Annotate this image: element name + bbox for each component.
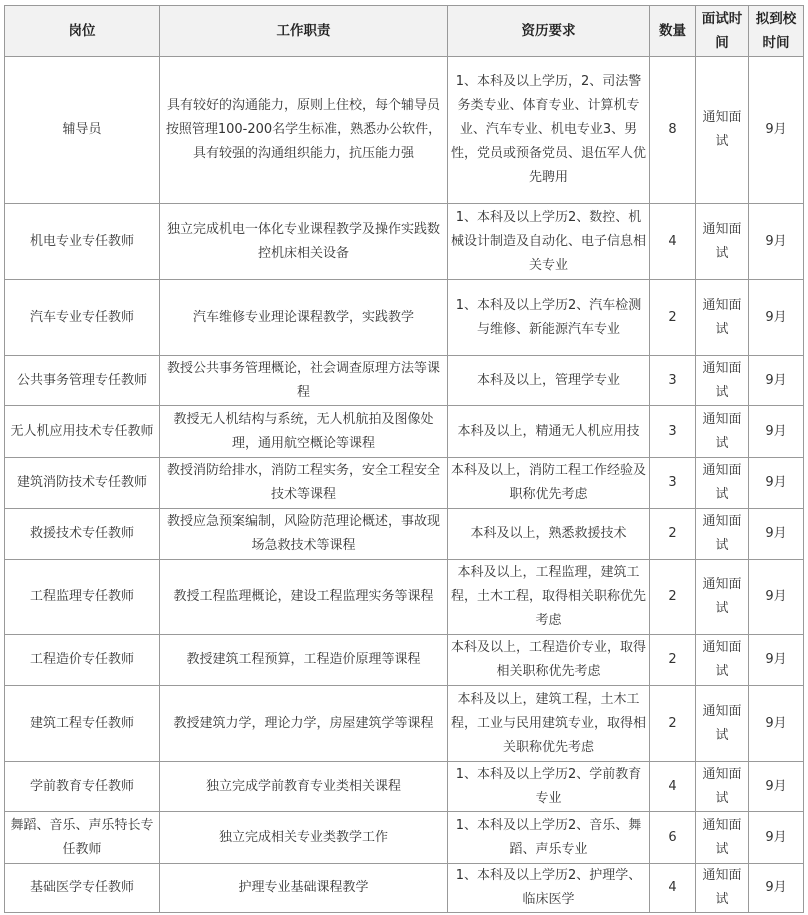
position-cell: 机电专业专任教师 <box>5 204 160 280</box>
interview-cell: 通知面试 <box>696 280 749 356</box>
duty-cell: 教授无人机结构与系统，无人机航拍及图像处理，通用航空概论等课程 <box>160 406 448 458</box>
header-requirement: 资历要求 <box>448 6 650 57</box>
requirement-cell: 本科及以上，消防工程工作经验及职称优先考虑 <box>448 458 650 509</box>
duty-cell: 教授应急预案编制，风险防范理论概述，事故现场急救技术等课程 <box>160 509 448 560</box>
position-cell: 工程监理专任教师 <box>5 560 160 635</box>
position-cell: 建筑消防技术专任教师 <box>5 458 160 509</box>
interview-cell: 通知面试 <box>696 686 749 762</box>
duty-cell: 独立完成机电一体化专业课程教学及操作实践数控机床相关设备 <box>160 204 448 280</box>
position-cell: 辅导员 <box>5 57 160 204</box>
table-row <box>5 280 804 356</box>
requirement-cell: 1、本科及以上学历2、汽车检测与维修、新能源汽车专业 <box>448 280 650 356</box>
duty-cell: 具有较好的沟通能力，原则上住校，每个辅导员按照管理100-200名学生标准，熟悉办公软件，具有较强的沟通组织能力，抗压能力强 <box>160 57 448 204</box>
table-row <box>5 406 804 458</box>
duty-cell: 教授建筑工程预算，工程造价原理等课程 <box>160 635 448 686</box>
duty-cell: 教授工程监理概论，建设工程监理实务等课程 <box>160 560 448 635</box>
interview-cell: 通知面试 <box>696 560 749 635</box>
interview-cell: 通知面试 <box>696 509 749 560</box>
requirement-cell: 本科及以上，工程造价专业，取得相关职称优先考虑 <box>448 635 650 686</box>
interview-cell: 通知面试 <box>696 812 749 864</box>
count-cell: 4 <box>650 762 696 812</box>
arrival-cell: 9月 <box>749 57 804 204</box>
count-cell: 2 <box>650 686 696 762</box>
requirement-cell: 1、本科及以上学历2、数控、机械设计制造及自动化、电子信息相关专业 <box>448 204 650 280</box>
count-cell: 2 <box>650 509 696 560</box>
interview-cell: 通知面试 <box>696 458 749 509</box>
duty-cell: 独立完成学前教育专业类相关课程 <box>160 762 448 812</box>
arrival-cell: 9月 <box>749 864 804 913</box>
count-cell: 3 <box>650 458 696 509</box>
interview-cell: 通知面试 <box>696 204 749 280</box>
interview-cell: 通知面试 <box>696 635 749 686</box>
table-row <box>5 509 804 560</box>
arrival-cell: 9月 <box>749 204 804 280</box>
arrival-cell: 9月 <box>749 560 804 635</box>
duty-cell: 护理专业基础课程教学 <box>160 864 448 913</box>
interview-cell: 通知面试 <box>696 864 749 913</box>
header-arrival: 拟到校时间 <box>749 6 804 57</box>
position-cell: 汽车专业专任教师 <box>5 280 160 356</box>
count-cell: 2 <box>650 635 696 686</box>
duty-cell: 教授建筑力学，理论力学，房屋建筑学等课程 <box>160 686 448 762</box>
arrival-cell: 9月 <box>749 762 804 812</box>
position-cell: 工程造价专任教师 <box>5 635 160 686</box>
arrival-cell: 9月 <box>749 356 804 406</box>
requirement-cell: 1、本科及以上学历2、学前教育专业 <box>448 762 650 812</box>
position-cell: 公共事务管理专任教师 <box>5 356 160 406</box>
arrival-cell: 9月 <box>749 686 804 762</box>
count-cell: 2 <box>650 280 696 356</box>
requirement-cell: 本科及以上，熟悉救援技术 <box>448 509 650 560</box>
position-cell: 基础医学专任教师 <box>5 864 160 913</box>
table-row <box>5 864 804 913</box>
interview-cell: 通知面试 <box>696 406 749 458</box>
arrival-cell: 9月 <box>749 509 804 560</box>
count-cell: 3 <box>650 356 696 406</box>
arrival-cell: 9月 <box>749 812 804 864</box>
table-row <box>5 57 804 204</box>
requirement-cell: 本科及以上，建筑工程，土木工程，工业与民用建筑专业，取得相关职称优先考虑 <box>448 686 650 762</box>
position-cell: 无人机应用技术专任教师 <box>5 406 160 458</box>
table-row <box>5 635 804 686</box>
position-cell: 舞蹈、音乐、声乐特长专任教师 <box>5 812 160 864</box>
table-row <box>5 812 804 864</box>
header-row <box>5 6 804 57</box>
header-interview: 面试时间 <box>696 6 749 57</box>
count-cell: 4 <box>650 204 696 280</box>
position-cell: 救援技术专任教师 <box>5 509 160 560</box>
requirement-cell: 1、本科及以上学历，2、司法警务类专业、体育专业、计算机专业、汽车专业、机电专业3、男性，党员或预备党员、退伍军人优先聘用 <box>448 57 650 204</box>
requirement-cell: 本科及以上，工程监理，建筑工程，土木工程，取得相关职称优先考虑 <box>448 560 650 635</box>
table-row <box>5 686 804 762</box>
table-row <box>5 560 804 635</box>
position-cell: 建筑工程专任教师 <box>5 686 160 762</box>
arrival-cell: 9月 <box>749 635 804 686</box>
count-cell: 2 <box>650 560 696 635</box>
header-count: 数量 <box>650 6 696 57</box>
requirement-cell: 本科及以上，管理学专业 <box>448 356 650 406</box>
table-row <box>5 458 804 509</box>
duty-cell: 独立完成相关专业类教学工作 <box>160 812 448 864</box>
position-cell: 学前教育专任教师 <box>5 762 160 812</box>
count-cell: 3 <box>650 406 696 458</box>
requirement-cell: 1、本科及以上学历2、护理学、临床医学 <box>448 864 650 913</box>
arrival-cell: 9月 <box>749 406 804 458</box>
count-cell: 4 <box>650 864 696 913</box>
duty-cell: 教授公共事务管理概论，社会调查原理方法等课程 <box>160 356 448 406</box>
header-duty: 工作职责 <box>160 6 448 57</box>
table-row <box>5 204 804 280</box>
requirement-cell: 本科及以上，精通无人机应用技 <box>448 406 650 458</box>
count-cell: 6 <box>650 812 696 864</box>
interview-cell: 通知面试 <box>696 356 749 406</box>
count-cell: 8 <box>650 57 696 204</box>
arrival-cell: 9月 <box>749 458 804 509</box>
duty-cell: 教授消防给排水，消防工程实务，安全工程安全技术等课程 <box>160 458 448 509</box>
header-position: 岗位 <box>5 6 160 57</box>
duty-cell: 汽车维修专业理论课程教学，实践教学 <box>160 280 448 356</box>
table-row <box>5 762 804 812</box>
interview-cell: 通知面试 <box>696 57 749 204</box>
arrival-cell: 9月 <box>749 280 804 356</box>
recruitment-table <box>4 5 804 913</box>
interview-cell: 通知面试 <box>696 762 749 812</box>
table-row <box>5 356 804 406</box>
requirement-cell: 1、本科及以上学历2、音乐、舞蹈、声乐专业 <box>448 812 650 864</box>
